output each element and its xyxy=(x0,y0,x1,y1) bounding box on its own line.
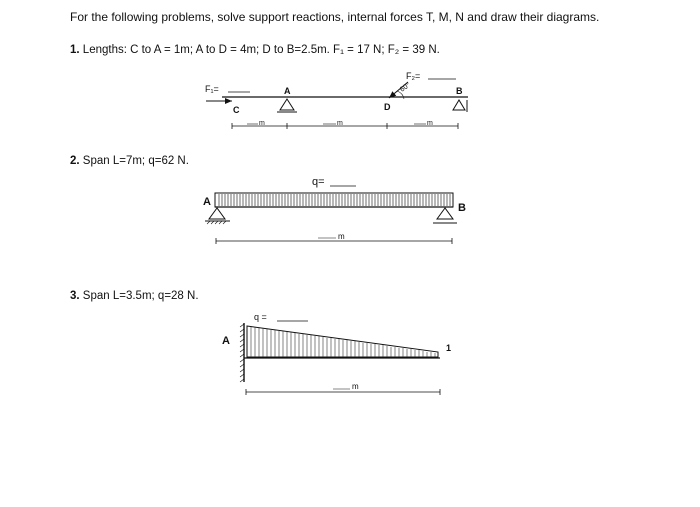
dim-unit-ca: m xyxy=(259,120,265,127)
q-label-2: q= xyxy=(312,176,325,188)
support-b-label-2: B xyxy=(458,202,466,214)
problem-2-number: 2. xyxy=(70,155,80,167)
problem-3-number: 3. xyxy=(70,290,80,302)
support-a-triangle xyxy=(280,99,294,110)
intro-text: For the following problems, solve support reactions, internal forces T, M, N and draw their diagrams. xyxy=(70,10,600,24)
uniform-load-hatch xyxy=(219,194,450,206)
f2-label: F₂= xyxy=(406,71,421,81)
problem-1-diagram xyxy=(205,71,468,129)
support-a-label-2: A xyxy=(203,196,211,208)
support-b-triangle xyxy=(453,100,465,110)
problem-2-diagram xyxy=(203,176,466,244)
problem-1-text: Lengths: C to A = 1m; A to D = 4m; D to B=2.5m. F₁ = 17 N; F₂ = 39 N. xyxy=(82,44,440,56)
problem-3-diagram xyxy=(222,312,451,395)
support-b-roller-2 xyxy=(437,208,453,219)
q-label-3: q = xyxy=(254,312,267,322)
point-a-label: A xyxy=(284,86,291,96)
dim-unit-3: m xyxy=(352,382,359,391)
problem-1-number: 1. xyxy=(70,44,80,56)
f1-label: F₁= xyxy=(205,84,219,94)
dim-unit-db: m xyxy=(427,120,433,127)
problem-3-text: Span L=3.5m; q=28 N. xyxy=(82,290,199,302)
problem-2-text: Span L=7m; q=62 N. xyxy=(82,155,189,167)
dim-unit-ad: m xyxy=(337,120,343,127)
support-a-pin-2 xyxy=(209,208,225,219)
dim-unit-2: m xyxy=(338,232,345,241)
point-c-label: C xyxy=(233,105,240,115)
support-a-label-3: A xyxy=(222,335,230,347)
point-b-label: B xyxy=(456,86,463,96)
triangular-load xyxy=(247,326,438,357)
triangular-load-hatch xyxy=(251,327,435,357)
end-label-3: 1 xyxy=(446,343,452,353)
angle-label: 60° xyxy=(399,81,412,94)
point-d-label: D xyxy=(384,102,391,112)
